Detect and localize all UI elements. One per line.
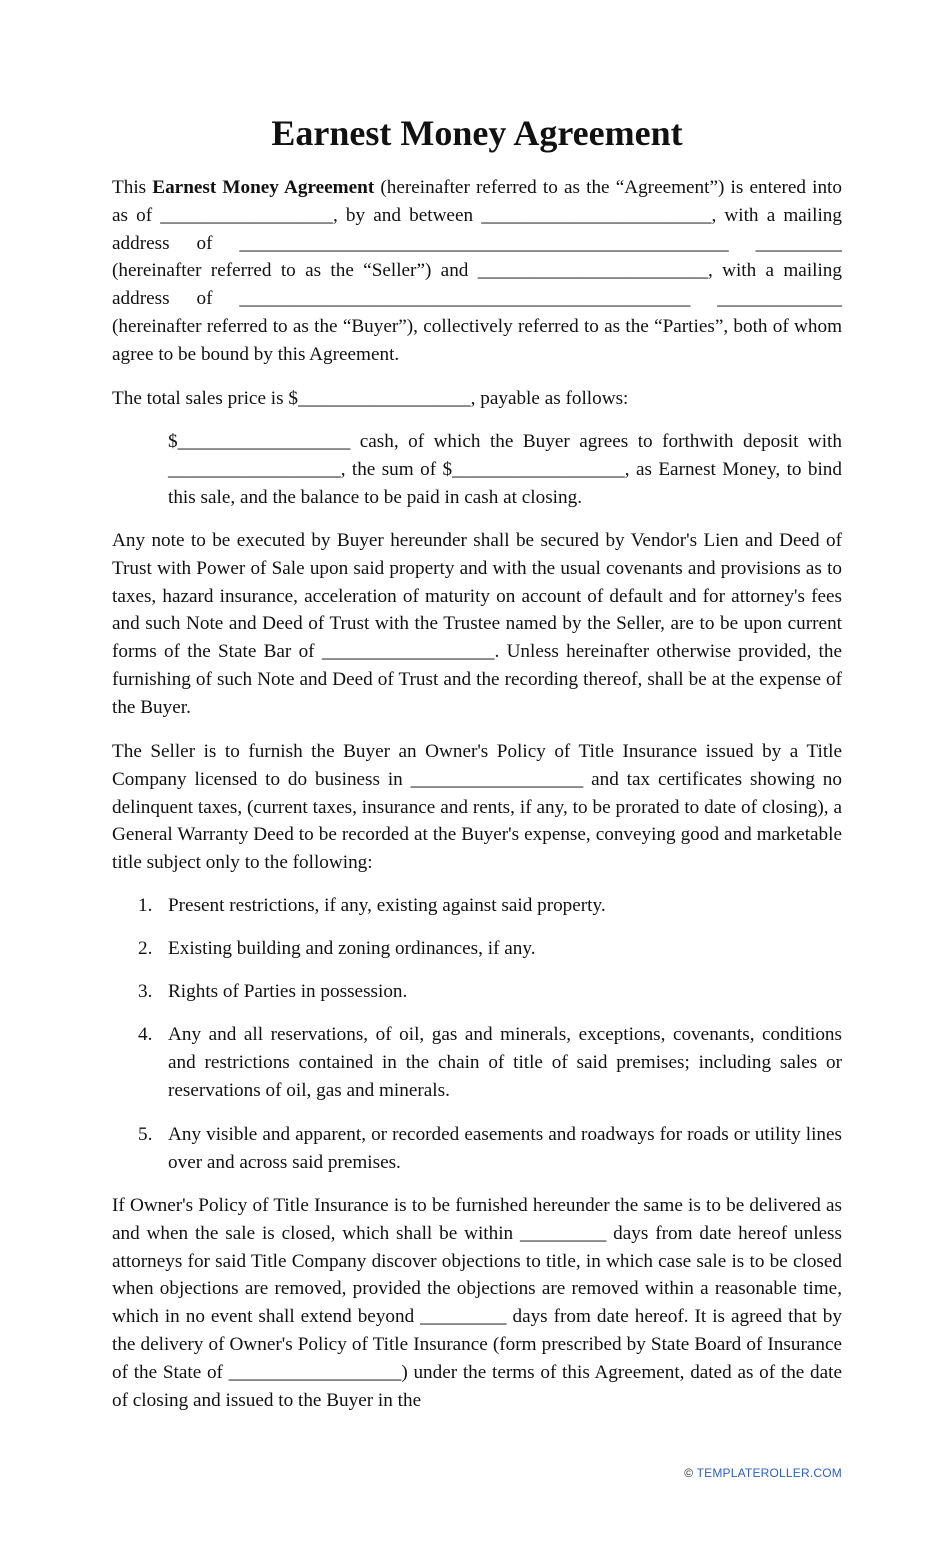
list-number: 1. — [138, 895, 153, 916]
agreement-name-bold: Earnest Money Agreement — [152, 177, 375, 198]
list-text: Any visible and apparent, or recorded easements and roadways for roads or utility lines over and across said premises. — [168, 1124, 842, 1173]
intro-text: (hereinafter referred to as the “Agreement”) is entered into as of __________________, by and between ________________________, with a mailing address of ___________________________________________________ _________ (hereinafter referred to as the “Seller”) and ________________________, with a mailing address of _______________________________________________ _____________ (hereinafter referred to as the “Buyer”), collectively referred to as the “Parties”, both of whom agree to be bound by this Agreement. — [112, 177, 842, 365]
list-number: 3. — [138, 981, 153, 1002]
list-text: Present restrictions, if any, existing against said property. — [168, 895, 606, 916]
copyright-icon: © — [684, 1466, 694, 1480]
intro-prefix: This — [112, 177, 153, 198]
intro-paragraph — [112, 174, 842, 369]
sales-price-paragraph: The total sales price is $__________________, payable as follows: — [112, 388, 629, 409]
payment-terms-paragraph: $__________________ cash, of which the Buyer agrees to forthwith deposit with __________________, the sum of $__________________, as Earnest Money, to bind this sale, and the balance to be paid in cash at closing. — [168, 431, 842, 508]
document-title: Earnest Money Agreement — [271, 113, 683, 153]
title-insurance-paragraph: The Seller is to furnish the Buyer an Owner's Policy of Title Insurance issued by a Title Company licensed to do business in __________________ and tax certificates showing no delinquent taxes, (current taxes, insurance and rents, if any, to be prorated to date of closing), a General Warranty Deed to be recorded at the Buyer's expense, conveying good and marketable title subject only to the following: — [112, 741, 842, 874]
note-clause-paragraph: Any note to be executed by Buyer hereunder shall be secured by Vendor's Lien and Deed of Trust with Power of Sale upon said property and with the usual covenants and provisions as to taxes, hazard insurance, acceleration of maturity on account of default and for attorney's fees and such Note and Deed of Trust with the Trustee named by the Seller, are to be upon current forms of the State Bar of __________________. Unless hereinafter otherwise provided, the furnishing of such Note and Deed of Trust and the recording thereof, shall be at the expense of the Buyer. — [112, 530, 842, 718]
footer-credit — [684, 1466, 842, 1480]
list-number: 4. — [138, 1024, 153, 1045]
delivery-clause-paragraph: If Owner's Policy of Title Insurance is to be furnished hereunder the same is to be delivered as and when the sale is closed, which shall be within _________ days from date hereof unless attorneys for said Title Company discover objections to title, in which case sale is to be closed when objections are removed, provided the objections are removed within a reasonable time, which in no event shall extend beyond _________ days from date hereof. It is agreed that by the delivery of Owner's Policy of Title Insurance (form prescribed by State Board of Insurance of the State of __________________) under the terms of this Agreement, dated as of the date of closing and issued to the Buyer in the — [112, 1195, 842, 1411]
list-text: Existing building and zoning ordinances, if any. — [168, 938, 536, 959]
list-number: 5. — [138, 1124, 153, 1145]
templateroller-link[interactable]: TEMPLATEROLLER.COM — [696, 1466, 842, 1480]
list-number: 2. — [138, 938, 153, 959]
list-text: Rights of Parties in possession. — [168, 981, 408, 1002]
list-text: Any and all reservations, of oil, gas and minerals, exceptions, covenants, conditions and restrictions contained in the chain of title of said premises; including sales or reservations of oil, gas and minerals. — [168, 1024, 842, 1101]
